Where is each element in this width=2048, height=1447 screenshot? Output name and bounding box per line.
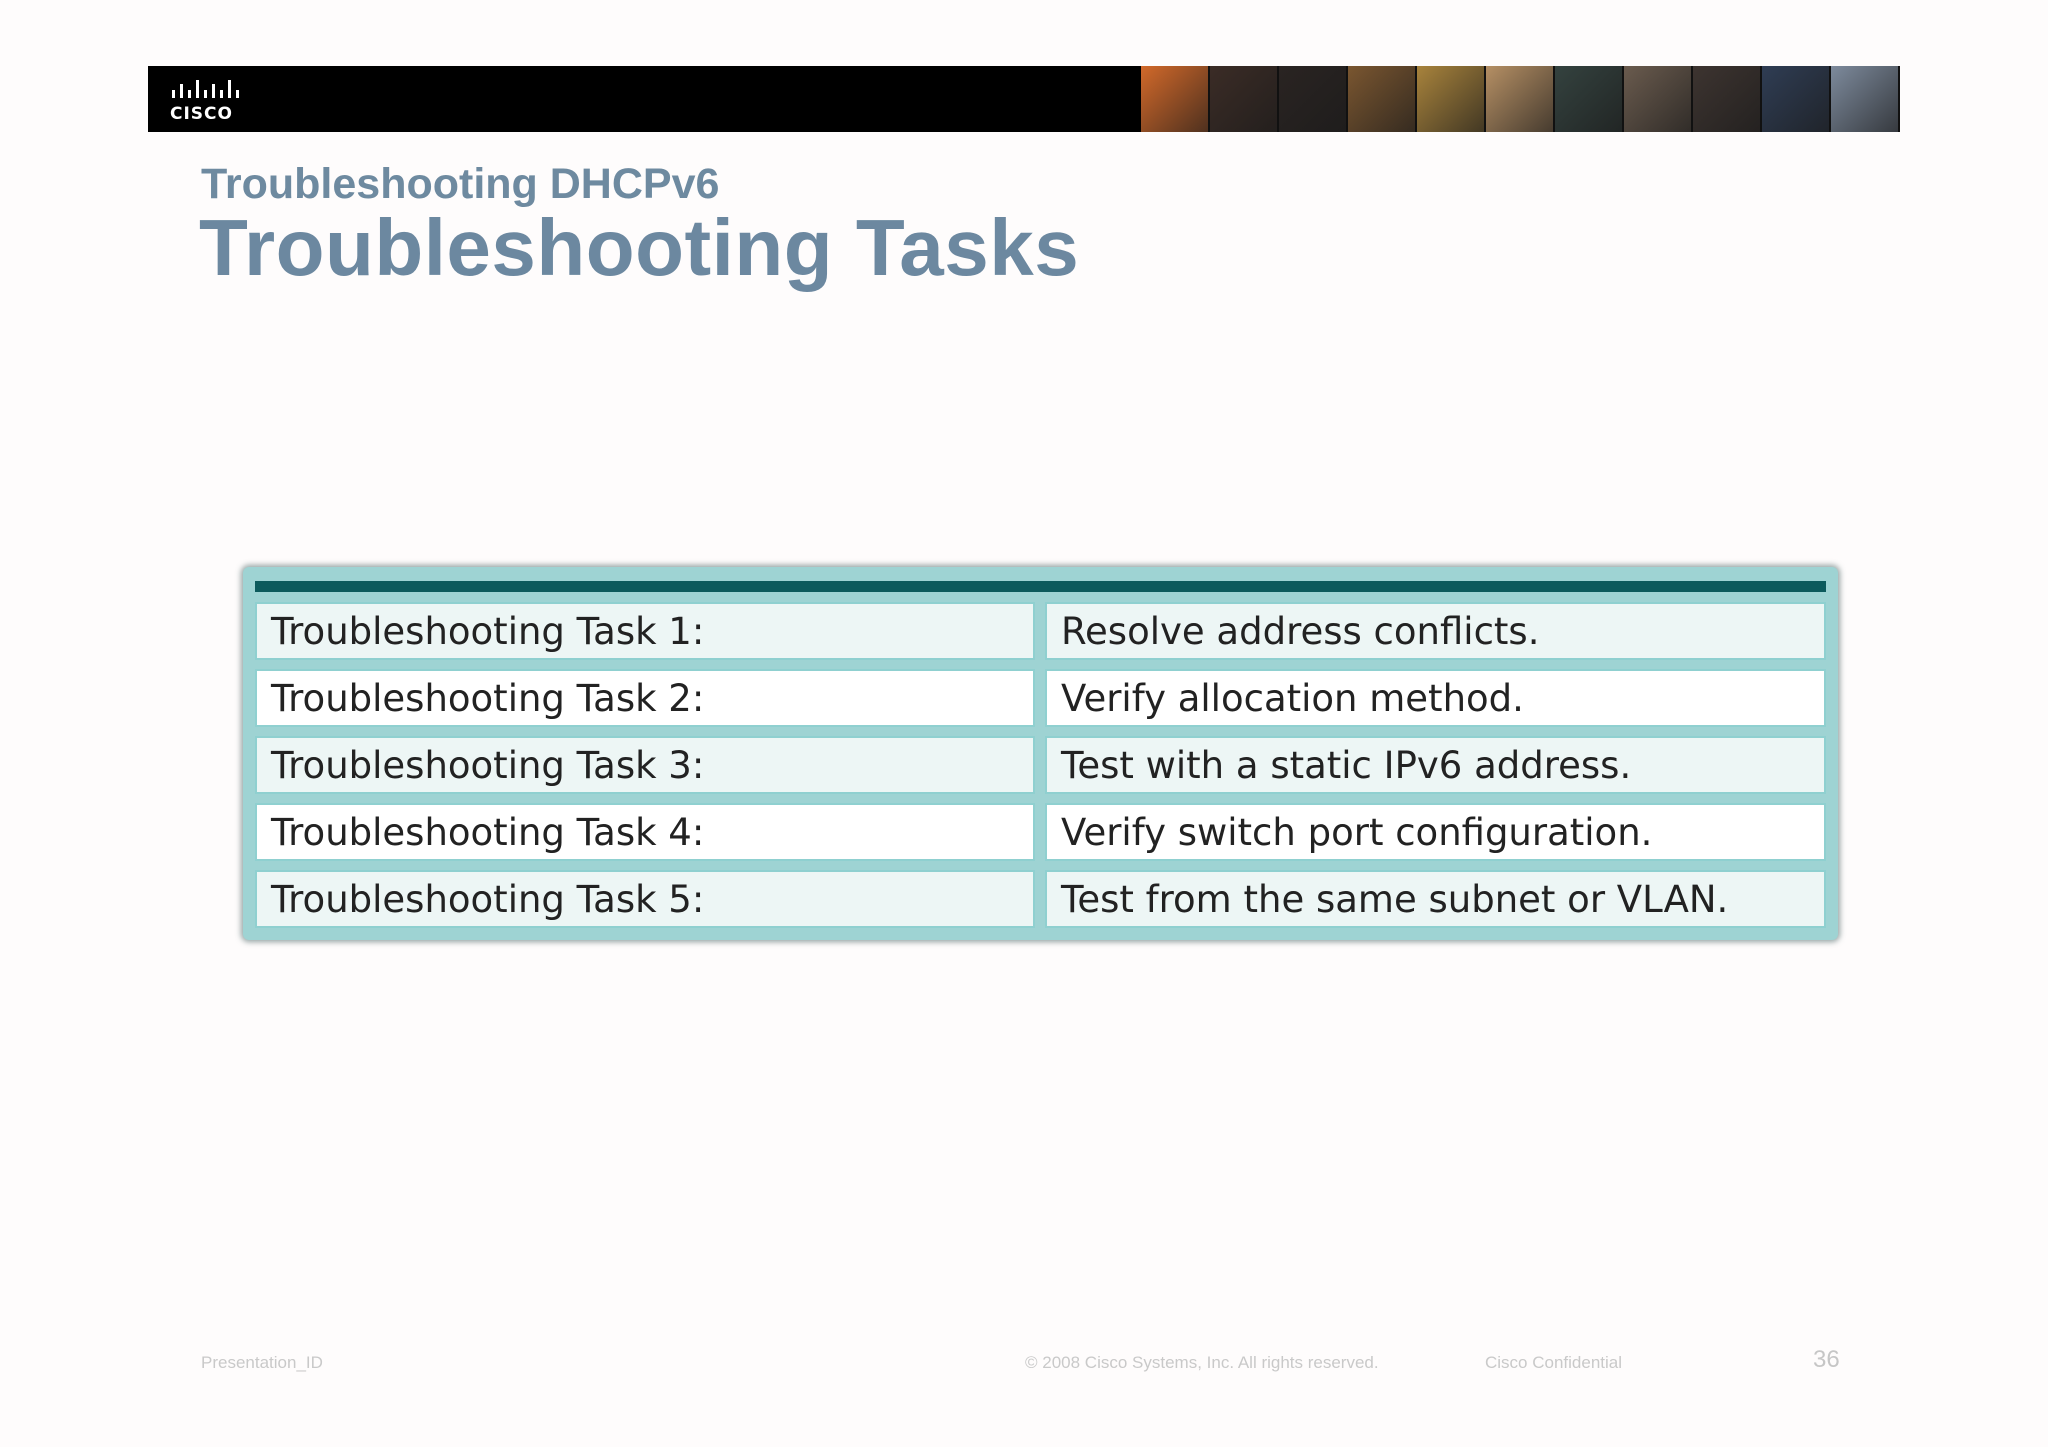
task-action-cell: Verify allocation method. [1045,669,1826,727]
task-label-cell: Troubleshooting Task 2: [255,669,1035,727]
slide-title: Troubleshooting Tasks [199,203,1080,292]
table-row [255,803,1826,861]
header-photo [1417,66,1486,132]
header-bar [148,66,1900,132]
task-action-cell: Verify switch port configuration. [1045,803,1826,861]
header-photo [1555,66,1624,132]
header-photo [1624,66,1693,132]
task-action-cell: Test from the same subnet or VLAN. [1045,870,1826,928]
presentation-id: Presentation_ID [201,1353,323,1372]
copyright-notice: © 2008 Cisco Systems, Inc. All rights reserved. [1025,1353,1379,1372]
header-photo [1831,66,1900,132]
table-row [255,669,1826,727]
task-label-cell: Troubleshooting Task 1: [255,602,1035,660]
header-photo [1693,66,1762,132]
table-row [255,736,1826,794]
logo-text: CISCO [170,104,233,124]
task-label-cell: Troubleshooting Task 3: [255,736,1035,794]
slide-subtitle: Troubleshooting DHCPv6 [201,160,720,208]
cisco-bridge-icon [170,78,250,102]
header-photo [1348,66,1417,132]
table-header-bar [255,581,1826,592]
task-action-cell: Resolve address conflicts. [1045,602,1826,660]
task-label-cell: Troubleshooting Task 5: [255,870,1035,928]
task-action-cell: Test with a static IPv6 address. [1045,736,1826,794]
table-row [255,870,1826,928]
cisco-logo [170,78,250,122]
confidential-label: Cisco Confidential [1485,1353,1623,1372]
task-table [243,567,1838,940]
header-photo [1141,66,1210,132]
header-photo [1279,66,1348,132]
header-photo [1762,66,1831,132]
page-number: 36 [1813,1346,1840,1373]
table-row [255,602,1826,660]
task-label-cell: Troubleshooting Task 4: [255,803,1035,861]
header-photo [1486,66,1555,132]
header-photo [1210,66,1279,132]
photo-strip [1141,66,1900,132]
